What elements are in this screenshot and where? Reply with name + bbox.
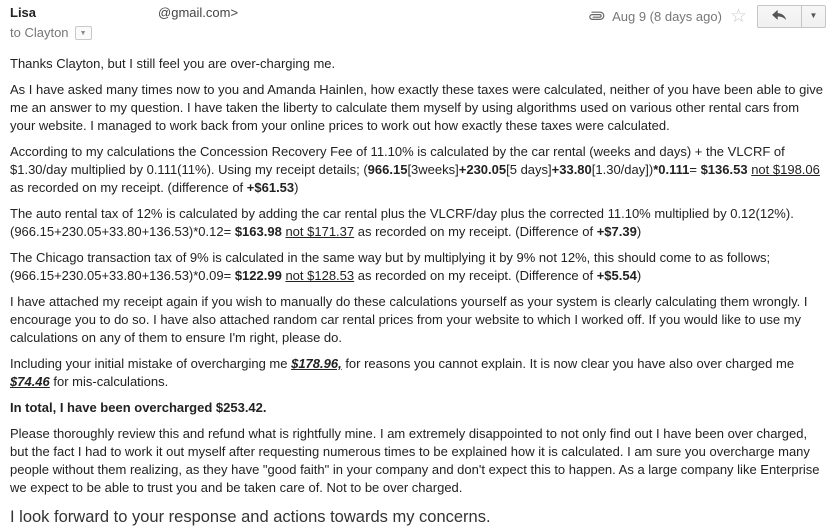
text-run: for mis-calculations.: [49, 374, 169, 389]
text-run: not $171.37: [285, 224, 355, 239]
email-paragraph: [10, 81, 826, 135]
text-run: +33.80: [551, 162, 592, 177]
email-paragraph: [10, 505, 826, 529]
email-paragraph: [10, 249, 826, 285]
header-actions: [587, 4, 826, 28]
text-run: $74.46: [10, 374, 50, 389]
email-paragraph: [10, 293, 826, 347]
text-run: As I have asked many times now to you and Amanda Hainlen, how exactly these taxes were calculated, neither of you have been able to give me an answer to my question. I have taken the liberty to calculate them myself by using algorithms used on various other rental cars from your website. I managed to work back from your online prices to work out how exactly these taxes were calculated.: [10, 82, 823, 133]
text-run: ): [636, 268, 642, 283]
text-run: According to my calculations the Concession Recovery Fee of 11.10% is calculated by the car rental (weeks and days) + the VLCRF of $1.30/day multiplied by 0.111(11%). Using my receipt details; (: [10, 144, 785, 177]
email-paragraph: [10, 399, 826, 417]
text-run: +230.05: [458, 162, 507, 177]
sender-name: Lisa: [10, 5, 37, 20]
email-date: Aug 9 (8 days ago): [612, 8, 722, 24]
email-paragraph: [10, 55, 826, 73]
text-run: The auto rental tax of 12% is calculated by adding the car rental plus the VLCRF/day plus the corrected 11.10% multiplied by 0.12(12%). (966.15+230.05+33.80+136.53)*0.12=: [10, 206, 794, 239]
text-run: as recorded on my receipt. (difference of: [10, 180, 247, 195]
text-run: +$7.39: [596, 224, 637, 239]
sender-email: @gmail.com>: [158, 5, 239, 20]
text-run: 966.15: [367, 162, 408, 177]
text-run: for reasons you cannot explain. It is now clear you have also over charged me: [341, 356, 795, 371]
text-run: In total, I have been overcharged $253.42.: [10, 400, 267, 415]
text-run: $163.98: [234, 224, 282, 239]
recipient-line: to Clayton: [10, 25, 69, 40]
text-run: Thanks Clayton, but I still feel you are over-charging me.: [10, 56, 336, 71]
text-run: not $198.06: [751, 162, 820, 177]
show-details-button[interactable]: [75, 26, 92, 40]
star-icon[interactable]: ☆: [729, 5, 747, 27]
email-body: [10, 55, 826, 529]
text-run: $136.53: [700, 162, 748, 177]
reply-arrow-icon: [771, 8, 788, 24]
text-run: I have attached my receipt again if you wish to manually do these calculations yourself as your system is clearly calculating them wrongly. I encourage you to do so. I have also attached random car rental prices from your website to which I worked off. If you would like to use my calculations on any of them to ensure I'm right, please do.: [10, 294, 808, 345]
reply-button-group: [757, 5, 826, 28]
paperclip-icon: [587, 11, 606, 22]
reply-button[interactable]: [757, 5, 802, 28]
text-run: ): [294, 180, 299, 195]
text-run: $122.99: [234, 268, 282, 283]
chevron-down-icon: ▼: [79, 29, 87, 37]
text-run: not $128.53: [285, 268, 355, 283]
text-run: ): [636, 224, 642, 239]
text-run: as recorded on my receipt. (Difference of: [354, 224, 597, 239]
email-paragraph: [10, 425, 826, 497]
text-run: =: [689, 162, 701, 177]
email-paragraph: [10, 143, 826, 197]
email-header: [10, 4, 826, 44]
text-run: +$61.53: [246, 180, 295, 195]
email-paragraph: [10, 355, 826, 391]
text-run: Including your initial mistake of overcharging me: [10, 356, 292, 371]
text-run: [5 days]: [506, 162, 552, 177]
text-run: as recorded on my receipt. (Difference of: [354, 268, 597, 283]
text-run: [3weeks]: [407, 162, 459, 177]
text-run: [1.30/day]): [591, 162, 654, 177]
more-options-button[interactable]: [802, 5, 826, 28]
text-run: Please thoroughly review this and refund what is rightfully mine. I am extremely disappointed to not only find out I have been over charged, but the fact I had to work it out myself after requesting numerous times to be explained how it is calculated. I am sure you overcharge many people without them realizing, as they have "good faith" in your company and don't expect this to happen. As a large company like Enterprise we expect to be able to trust you and be taken care of. Not to be over charged.: [10, 426, 820, 495]
chevron-down-icon: ▼: [809, 11, 818, 20]
text-run: +$5.54: [596, 268, 637, 283]
text-run: $178.96,: [291, 356, 342, 371]
text-run: *0.111: [653, 162, 690, 177]
text-run: The Chicago transaction tax of 9% is calculated in the same way but by multiplying it by 9% not 12%, this should come to as follows; (966.15+230.05+33.80+136.53)*0.09=: [10, 250, 771, 283]
text-run: I look forward to your response and actions towards my concerns.: [10, 508, 491, 526]
email-paragraph: [10, 205, 826, 241]
